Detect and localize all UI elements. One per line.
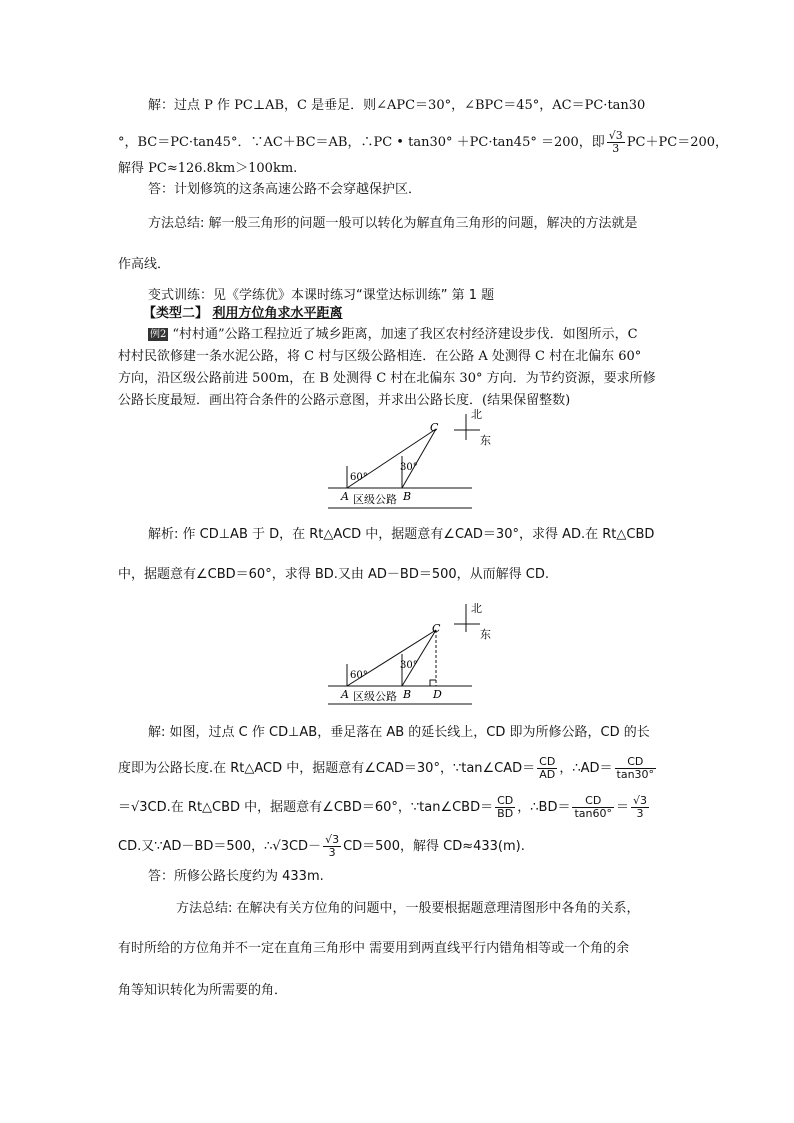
cd-over-bd-fraction: $\frac{CD}{BD}$ <box>497 794 514 820</box>
variant-training: 变式训练：见《学练优》本课时练习“课堂达标训练” 第 1 题 <box>148 288 495 303</box>
point-B-label: B <box>403 490 412 503</box>
point-B-label: B <box>403 688 412 701</box>
cd-over-tan30-fraction: $\frac{CD}{\tan 30^\circ}$ <box>616 755 655 781</box>
solution2-answer: 答：所修公路长度约为 433m. <box>148 869 324 884</box>
road-label: 区级公路 <box>353 690 397 703</box>
example2-line4: 公路长度最短．画出符合条件的公路示意图，并求出公路长度．(结果保留整数) <box>118 393 571 408</box>
summary2-line3: 角等知识转化为所需要的角． <box>118 983 288 998</box>
type2-bracket: 【类型二】 <box>143 306 209 321</box>
point-C-label: C <box>430 421 439 434</box>
bearing-figure-1 <box>320 404 500 514</box>
solution1-line2a: °，BC＝PC·tan45°．∵AC＋BC＝AB，∴PC • tan30° ＋PC·tan45° ＝200，即 <box>118 135 605 150</box>
cd-over-ad-fraction: $\frac{CD}{AD}$ <box>539 755 556 781</box>
analysis-line1: 解析: 作 CD⊥AB 于 D，在 Rt△ACD 中，据题意有∠CAD＝30°，求得 AD.在 Rt△CBD <box>148 527 655 542</box>
type2-heading <box>143 305 343 323</box>
solution1-line2 <box>118 130 728 155</box>
north-label: 北 <box>471 602 482 615</box>
north-label: 北 <box>471 408 482 421</box>
angle-30-label: 30° <box>400 462 418 473</box>
solution1-line1: 解：过点 P 作 PC⊥AB，C 是垂足．则∠APC＝30°，∠BPC＝45°，AC＝PC·tan30 <box>148 98 646 113</box>
point-A-label: A <box>341 490 349 503</box>
line-BC <box>402 429 436 488</box>
example2-line3: 方向，沿区级公路前进 500m，在 B 处测得 C 村在北偏东 30° 方向．为节约资源，要求所修 <box>118 371 656 386</box>
east-label: 东 <box>480 628 491 641</box>
example2-line1: 例2 “村村通”公路工程拉近了城乡距离，加速了我区农村经济建设步伐．如图所示，C <box>150 327 638 342</box>
sqrt3-over-3-fraction: $\frac{√3}{3}$ <box>325 833 340 859</box>
east-label: 东 <box>480 434 491 447</box>
solution2-line4: CD.又∵AD－BD＝500，∴√3CD－ $\frac{√3}{3}$ CD＝500，解得 CD≈433(m). <box>118 833 525 859</box>
summary1-line2: 作高线． <box>118 257 171 272</box>
solution2-line3: ＝√3CD.在 Rt△CBD 中，据题意有∠CBD＝60°，∵tan∠CBD＝ $\frac{CD}{BD}$ ，∴BD＝ $\frac{CD}{\tan 60^\circ}$ ＝ $\frac{√3}{3}$ <box>118 794 648 820</box>
point-D-label: D <box>433 688 442 701</box>
road-label: 区级公路 <box>353 493 397 506</box>
solution2-line1: 解: 如图，过点 C 作 CD⊥AB，垂足落在 AB 的延长线上，CD 即为所修公路，CD 的长 <box>148 725 650 740</box>
point-A-label: A <box>341 688 349 701</box>
example2-line2: 村村民欲修建一条水泥公路，将 C 村与区级公路相连．在公路 A 处测得 C 村在北偏东 60° <box>118 349 642 364</box>
summary2-line1: 方法总结: 在解决有关方位角的问题中，一般要根据题意理清图形中各角的关系， <box>176 901 640 916</box>
sqrt3-over-3-fraction: $\frac{√3}{3}$ <box>633 794 648 820</box>
angle-60-label: 60° <box>350 670 368 681</box>
line-BC <box>402 630 436 686</box>
point-C-label: C <box>432 622 441 635</box>
angle-60-label: 60° <box>350 472 368 483</box>
solution1-answer: 答：计划修筑的这条高速公路不会穿越保护区． <box>148 182 422 197</box>
summary2-line2: 有时所给的方位角并不一定在直角三角形中 需要用到两直线平行内错角相等或一个角的余 <box>118 941 630 956</box>
solution1-line3: 解得 PC≈126.8km＞100km. <box>118 161 298 176</box>
solution1-line2b: PC＋PC＝200， <box>626 135 729 150</box>
analysis-line2: 中，据题意有∠CBD＝60°，求得 BD.又由 AD－BD＝500，从而解得 CD. <box>118 567 550 582</box>
sqrt3-over-3-fraction: $\frac{√3}{3}$ <box>608 129 623 155</box>
type2-title: 利用方位角求水平距离 <box>212 306 343 321</box>
bearing-figure-2 <box>320 596 500 712</box>
example-badge: 例2 <box>150 329 167 340</box>
solution2-line2: 度即为公路长度.在 Rt△ACD 中，据题意有∠CAD＝30°，∵tan∠CAD＝ $\frac{CD}{AD}$ ，∴AD＝ $\frac{CD}{\tan 30^\circ}$ <box>118 755 655 781</box>
summary1-line1: 方法总结: 解一般三角形的问题一般可以转化为解直角三角形的问题，解决的方法就是 <box>148 216 638 231</box>
right-angle-mark <box>430 680 436 686</box>
angle-30-label: 30° <box>400 660 418 671</box>
cd-over-tan60-fraction: $\frac{CD}{\tan 60^\circ}$ <box>574 794 612 820</box>
